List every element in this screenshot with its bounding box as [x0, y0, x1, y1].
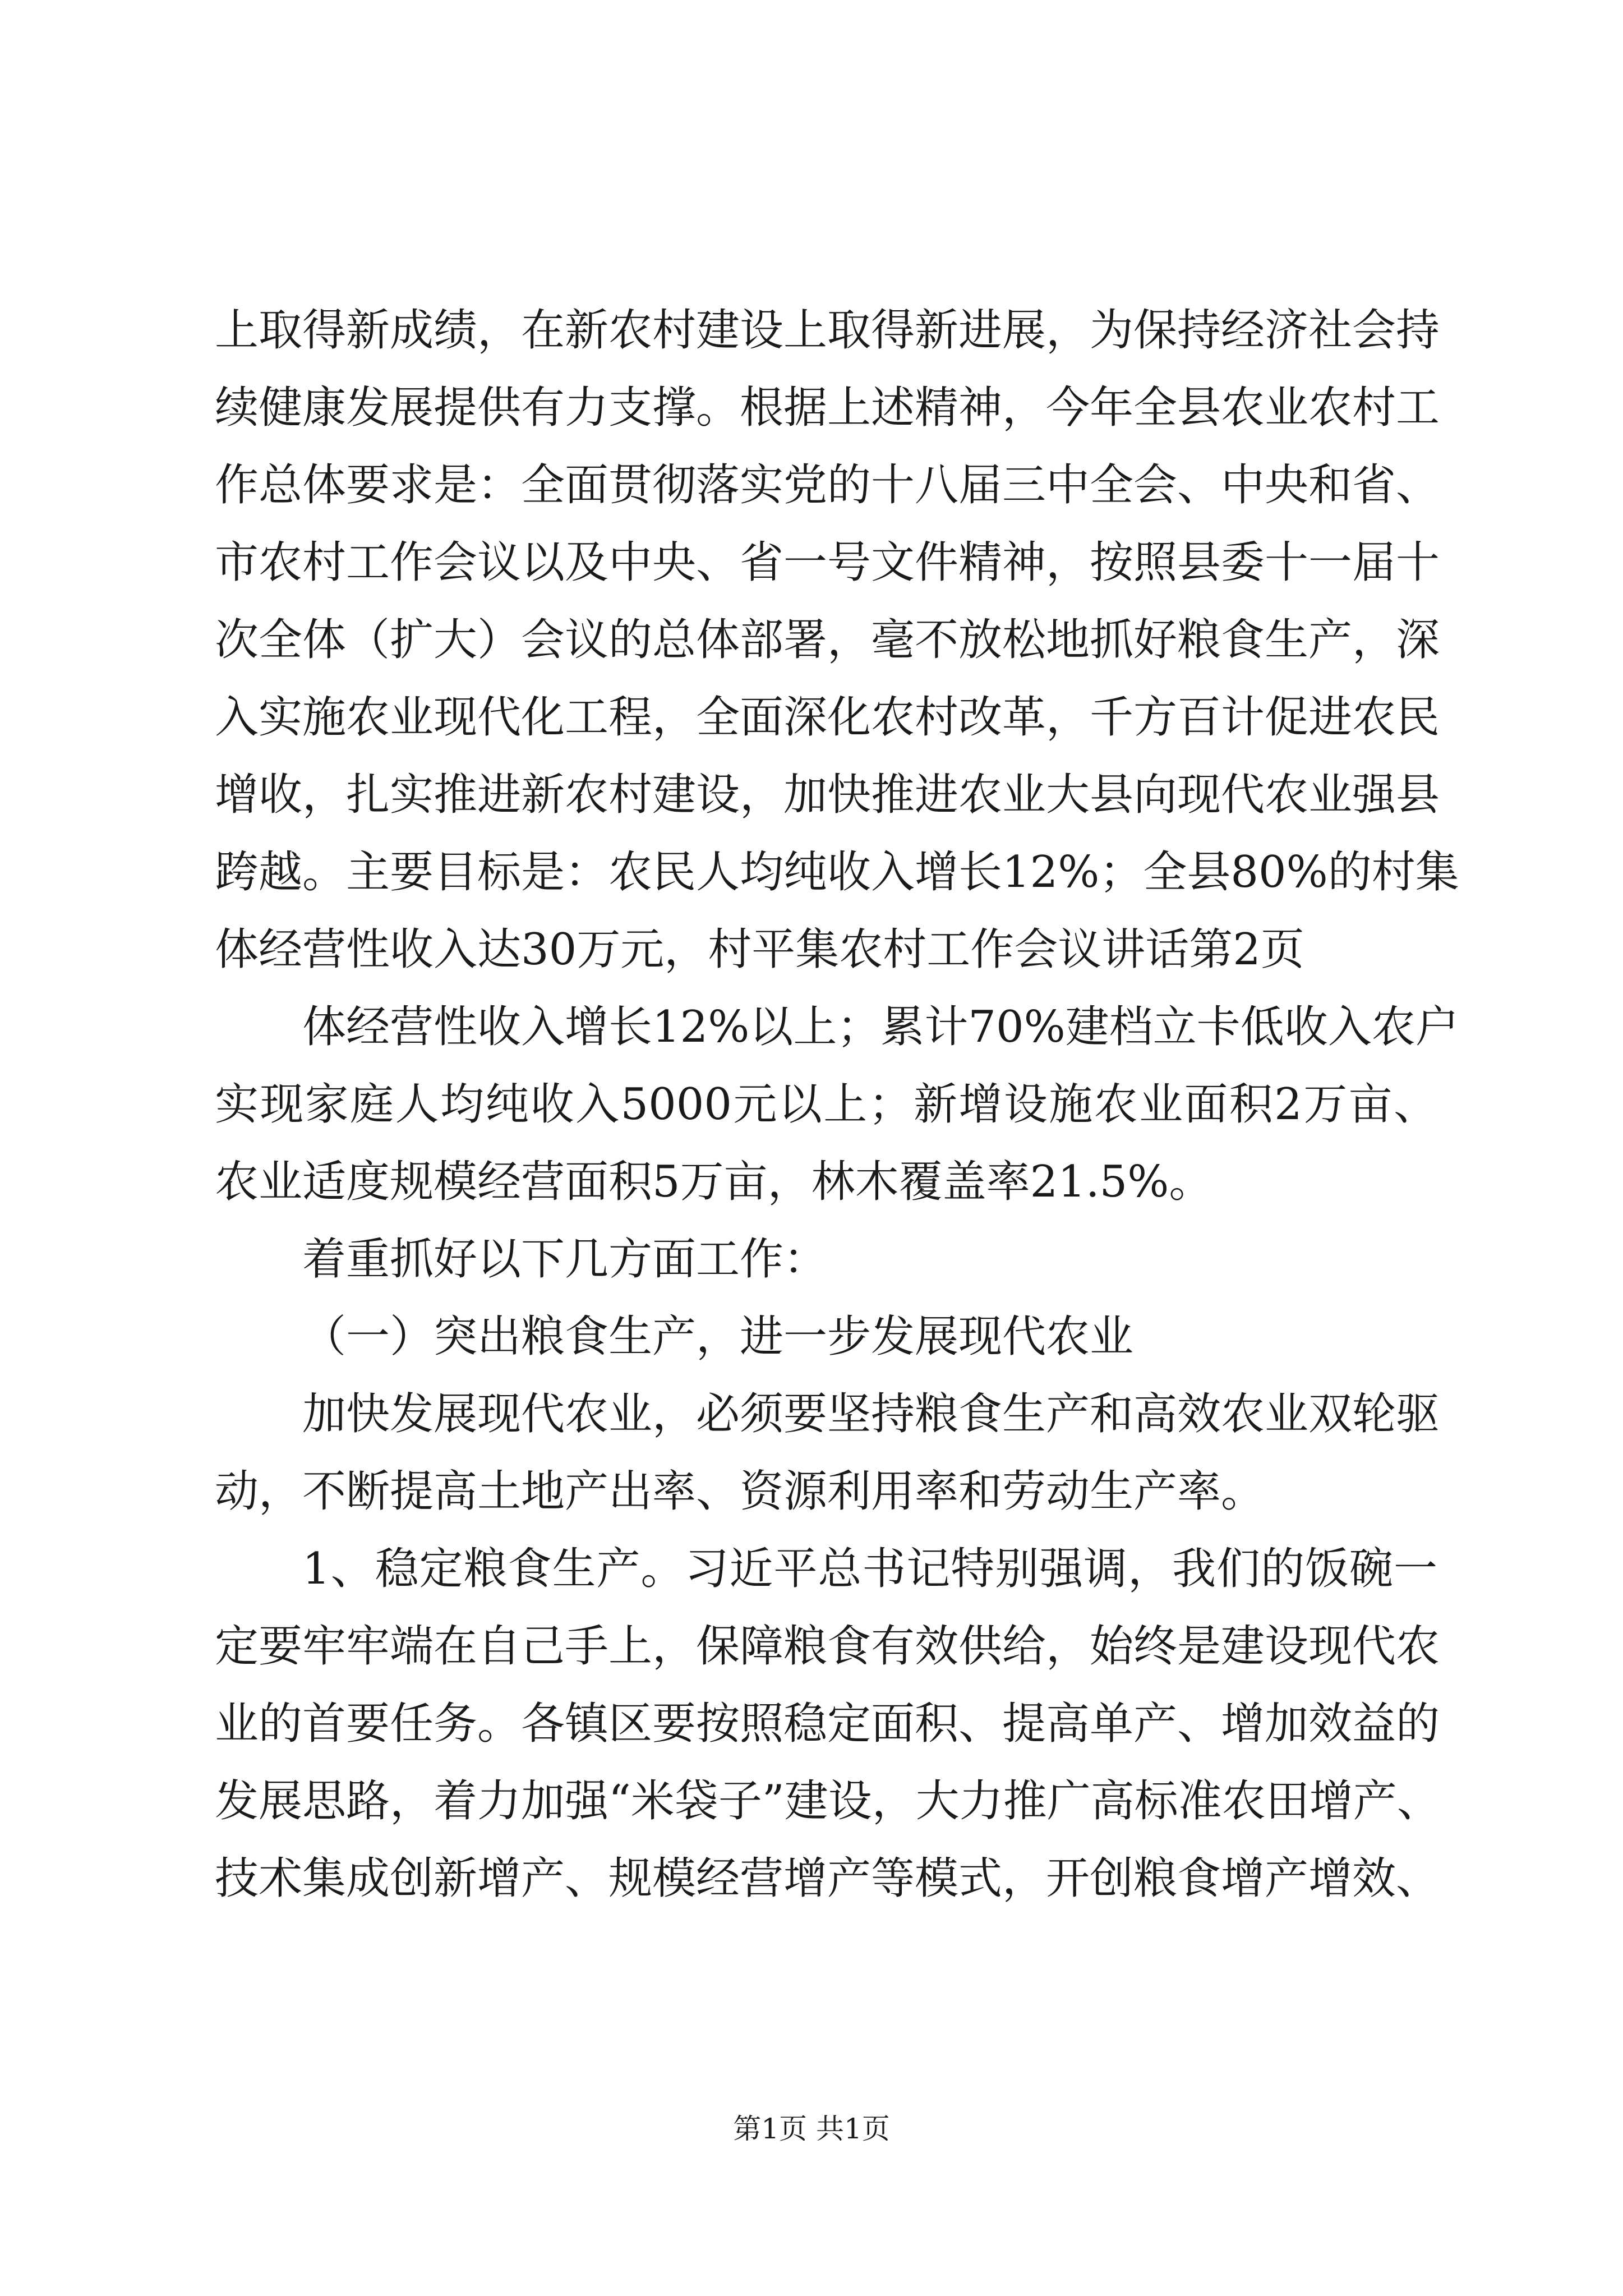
paragraph-start-line: 体经营性收入增长12%以上；累计70%建档立卡低收入农户 — [302, 1002, 1459, 1052]
text-line: 入实施农业现代化工程，全面深化农村改革，千方百计促进农民 — [215, 692, 1440, 743]
text-line: 农业适度规模经营面积5万亩，林木覆盖率21.5%。 — [215, 1157, 1213, 1207]
document-body — [215, 292, 1459, 1917]
text-line: 动，不断提高土地产出率、资源利用率和劳动生产率。 — [215, 1466, 1265, 1517]
text-line: 上取得新成绩，在新农村建设上取得新进展，为保持经济社会持 — [215, 305, 1440, 356]
text-line: 续健康发展提供有力支撑。根据上述精神，今年全县农业农村工 — [215, 383, 1440, 433]
text-line: 定要牢牢端在自己手上，保障粮食有效供给，始终是建设现代农 — [215, 1621, 1440, 1672]
page-footer: 第1页 共1页 — [733, 2113, 890, 2145]
text-line: 体经营性收入达30万元，村平集农村工作会议讲话第2页 — [215, 924, 1304, 975]
text-line: 跨越。主要目标是：农民人均纯收入增长12%；全县80%的村集 — [215, 847, 1459, 898]
text-line: 业的首要任务。各镇区要按照稳定面积、提高单产、增加效益的 — [215, 1699, 1440, 1749]
section-heading: （一）突出粮食生产，进一步发展现代农业 — [302, 1312, 1134, 1362]
text-line: 作总体要求是：全面贯彻落实党的十八届三中全会、中央和省、 — [215, 460, 1440, 510]
paragraph-start-line: 着重抓好以下几方面工作： — [302, 1234, 828, 1285]
text-line: 次全体（扩大）会议的总体部署，毫不放松地抓好粮食生产，深 — [215, 615, 1440, 665]
text-line: 实现家庭人均纯收入5000元以上；新增设施农业面积2万亩、 — [215, 1079, 1437, 1130]
paragraph-start-line: 1、稳定粮食生产。习近平总书记特别强调，我们的饭碗一 — [302, 1544, 1437, 1594]
paragraph-start-line: 加快发展现代农业，必须要坚持粮食生产和高效农业双轮驱 — [302, 1389, 1440, 1439]
text-line: 技术集成创新增产、规模经营增产等模式，开创粮食增产增效、 — [215, 1853, 1440, 1904]
text-line: 增收，扎实推进新农村建设，加快推进农业大县向现代农业强县 — [215, 770, 1440, 820]
text-line: 发展思路，着力加强“米袋子”建设，大力推广高标准农田增产、 — [215, 1776, 1441, 1826]
text-line: 市农村工作会议以及中央、省一号文件精神，按照县委十一届十 — [215, 537, 1440, 588]
